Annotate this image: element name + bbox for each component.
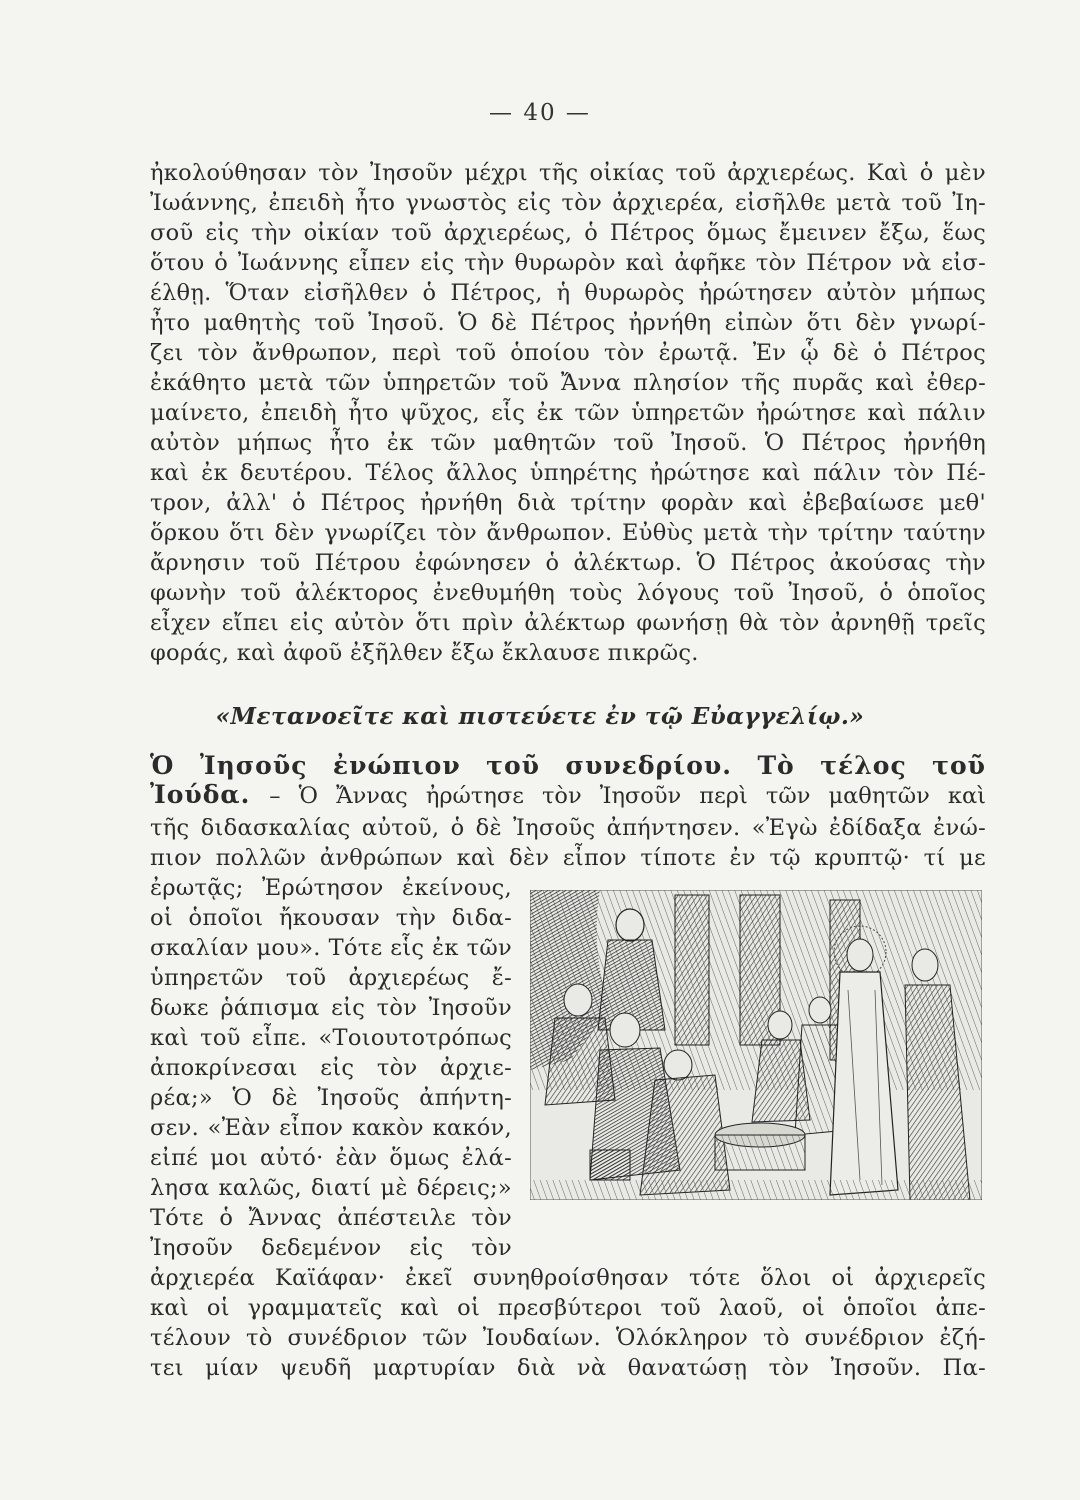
- text-line: μαίνετο, ἐπειδὴ ἦτο ψῦχος, εἷς ἐκ τῶν ὑπηρετῶν ἠρώτησε καὶ πάλιν: [150, 400, 986, 426]
- text-line: δωκε ῥάπισμα εἰς τὸν Ἰησοῦν: [150, 995, 512, 1021]
- text-line: τέλουν τὸ συνέδριον τῶν Ἰουδαίων. Ὁλόκληρον τὸ συνέδριον ἐζή-: [150, 1325, 986, 1351]
- text-line: έλθῃ. Ὅταν εἰσῆλθεν ὁ Πέτρος, ἡ θυρωρὸς ἠρώτησεν αὐτὸν μήπως: [150, 280, 986, 306]
- text-line: τῆς διδασκαλίας αὐτοῦ, ὁ δὲ Ἰησοῦς ἀπήντησεν. «Ἐγὼ ἐδίδαξα ἐνώ-: [150, 815, 986, 841]
- text-line: φοράς, καὶ ἀφοῦ ἐξῆλθεν ἔξω ἔκλαυσε πικρῶς.: [150, 640, 699, 666]
- text-line: εἰπέ μοι αὐτό· ἐὰν ὅμως ἐλά-: [150, 1145, 512, 1171]
- text-line: τει μίαν ψευδῆ μαρτυρίαν διὰ νὰ θανατώσῃ τὸν Ἰησοῦν. Πα-: [150, 1355, 986, 1381]
- text-line: ἄρνησιν τοῦ Πέτρου ἐφώνησεν ὁ ἀλέκτωρ. Ὁ Πέτρος ἀκούσας τὴν: [150, 550, 986, 576]
- text-line: σκαλίαν μου». Τότε εἷς ἐκ τῶν: [150, 935, 512, 961]
- text-line: φωνὴν τοῦ ἀλέκτορος ἐνεθυμήθη τοὺς λόγους τοῦ Ἰησοῦ, ὁ ὁποῖος: [150, 580, 986, 606]
- engraving-illustration: [530, 890, 982, 1200]
- text-line: ἦτο μαθητὴς τοῦ Ἰησοῦ. Ὁ δὲ Πέτρος ἠρνήθη εἰπὼν ὅτι δὲν γνωρί-: [150, 310, 986, 336]
- text-line: λησα καλῶς, διατί μὲ δέρεις;»: [150, 1175, 512, 1201]
- page-number: — 40 —: [489, 100, 591, 126]
- text-line: Ἰωάννης, ἐπειδὴ ἦτο γνωστὸς εἰς τὸν ἀρχιερέα, εἰσῆλθε μετὰ τοῦ Ἰη-: [150, 190, 986, 216]
- text-line: – Ὁ Ἄννας ἠρώτησε τὸν Ἰησοῦν περὶ τῶν μαθητῶν καὶ: [269, 783, 986, 809]
- text-line: εἶχεν εἴπει εἰς αὐτὸν ὅτι πρὶν ἀλέκτωρ φωνήσῃ θὰ τὸν ἀρνηθῇ τρεῖς: [150, 610, 986, 636]
- text-line: καὶ ἐκ δευτέρου. Τέλος ἄλλος ὑπηρέτης ἠρώτησε καὶ πάλιν τὸν Πέ-: [150, 460, 986, 486]
- jesus-before-annas-engraving: [530, 890, 982, 1200]
- text-line: ρέα;» Ὁ δὲ Ἰησοῦς ἀπήντη-: [150, 1085, 512, 1111]
- text-line: ὅτου ὁ Ἰωάννης εἶπεν εἰς τὴν θυρωρὸν καὶ ἀφῆκε τὸν Πέτρον νὰ εἰσ-: [150, 250, 986, 276]
- motto: «Μετανοεῖτε καὶ πιστεύετε ἐν τῷ Εὐαγγελίῳ.»: [215, 703, 865, 730]
- text-line: Ἰησοῦν δεδεμένον εἰς τὸν: [150, 1235, 512, 1261]
- text-line: οἱ ὁποῖοι ἤκουσαν τὴν διδα-: [150, 905, 512, 931]
- text-line: Τότε ὁ Ἄννας ἀπέστειλε τὸν: [150, 1205, 512, 1231]
- text-line: σεν. «Ἐὰν εἶπον κακὸν κακόν,: [150, 1115, 512, 1141]
- section-heading-end: Ἰούδα.: [150, 780, 251, 809]
- text-line: καὶ οἱ γραμματεῖς καὶ οἱ πρεσβύτεροι τοῦ λαοῦ, οἱ ὁποῖοι ἀπε-: [150, 1295, 986, 1321]
- text-line: πιον πολλῶν ἀνθρώπων καὶ δὲν εἶπον τίποτε ἐν τῷ κρυπτῷ· τί με: [150, 845, 986, 871]
- text-line: ἠκολούθησαν τὸν Ἰησοῦν μέχρι τῆς οἰκίας τοῦ ἀρχιερέως. Καὶ ὁ μὲν: [150, 160, 986, 186]
- text-line: ἐκάθητο μετὰ τῶν ὑπηρετῶν τοῦ Ἄννα πλησίον τῆς πυρᾶς καὶ ἐθερ-: [150, 370, 986, 396]
- section-heading-text: Ὁ Ἰησοῦς ἐνώπιον τοῦ συνεδρίου. Τὸ τέλος τοῦ: [150, 751, 986, 780]
- text-line: ὑπηρετῶν τοῦ ἀρχιερέως ἔ-: [150, 965, 512, 991]
- text-line: ἀρχιερέα Καϊάφαν· ἐκεῖ συνηθροίσθησαν τότε ὅλοι οἱ ἀρχιερεῖς: [150, 1265, 986, 1291]
- text-line: καὶ τοῦ εἶπε. «Τοιουτοτρόπως: [150, 1025, 512, 1051]
- text-line: ἀποκρίνεσαι εἰς τὸν ἀρχιε-: [150, 1055, 512, 1081]
- text-line: ὅρκου ὅτι δὲν γνωρίζει τὸν ἄνθρωπον. Εὐθὺς μετὰ τὴν τρίτην ταύτην: [150, 520, 986, 546]
- text-line: ζει τὸν ἄνθρωπον, περὶ τοῦ ὁποίου τὸν ἐρωτᾷ. Ἐν ᾧ δὲ ὁ Πέτρος: [150, 340, 986, 366]
- section-heading-continuation: [150, 778, 986, 812]
- text-line: σοῦ εἰς τὴν οἰκίαν τοῦ ἀρχιερέως, ὁ Πέτρος ὅμως ἔμεινεν ἔξω, ἕως: [150, 220, 986, 246]
- text-line: τρον, ἀλλ' ὁ Πέτρος ἠρνήθη διὰ τρίτην φορὰν καὶ ἐβεβαίωσε μεθ': [150, 490, 986, 516]
- text-line: ἐρωτᾷς; Ἐρώτησον ἐκείνους,: [150, 875, 512, 901]
- text-line: αὐτὸν μήπως ἦτο ἐκ τῶν μαθητῶν τοῦ Ἰησοῦ. Ὁ Πέτρος ἠρνήθη: [150, 430, 986, 456]
